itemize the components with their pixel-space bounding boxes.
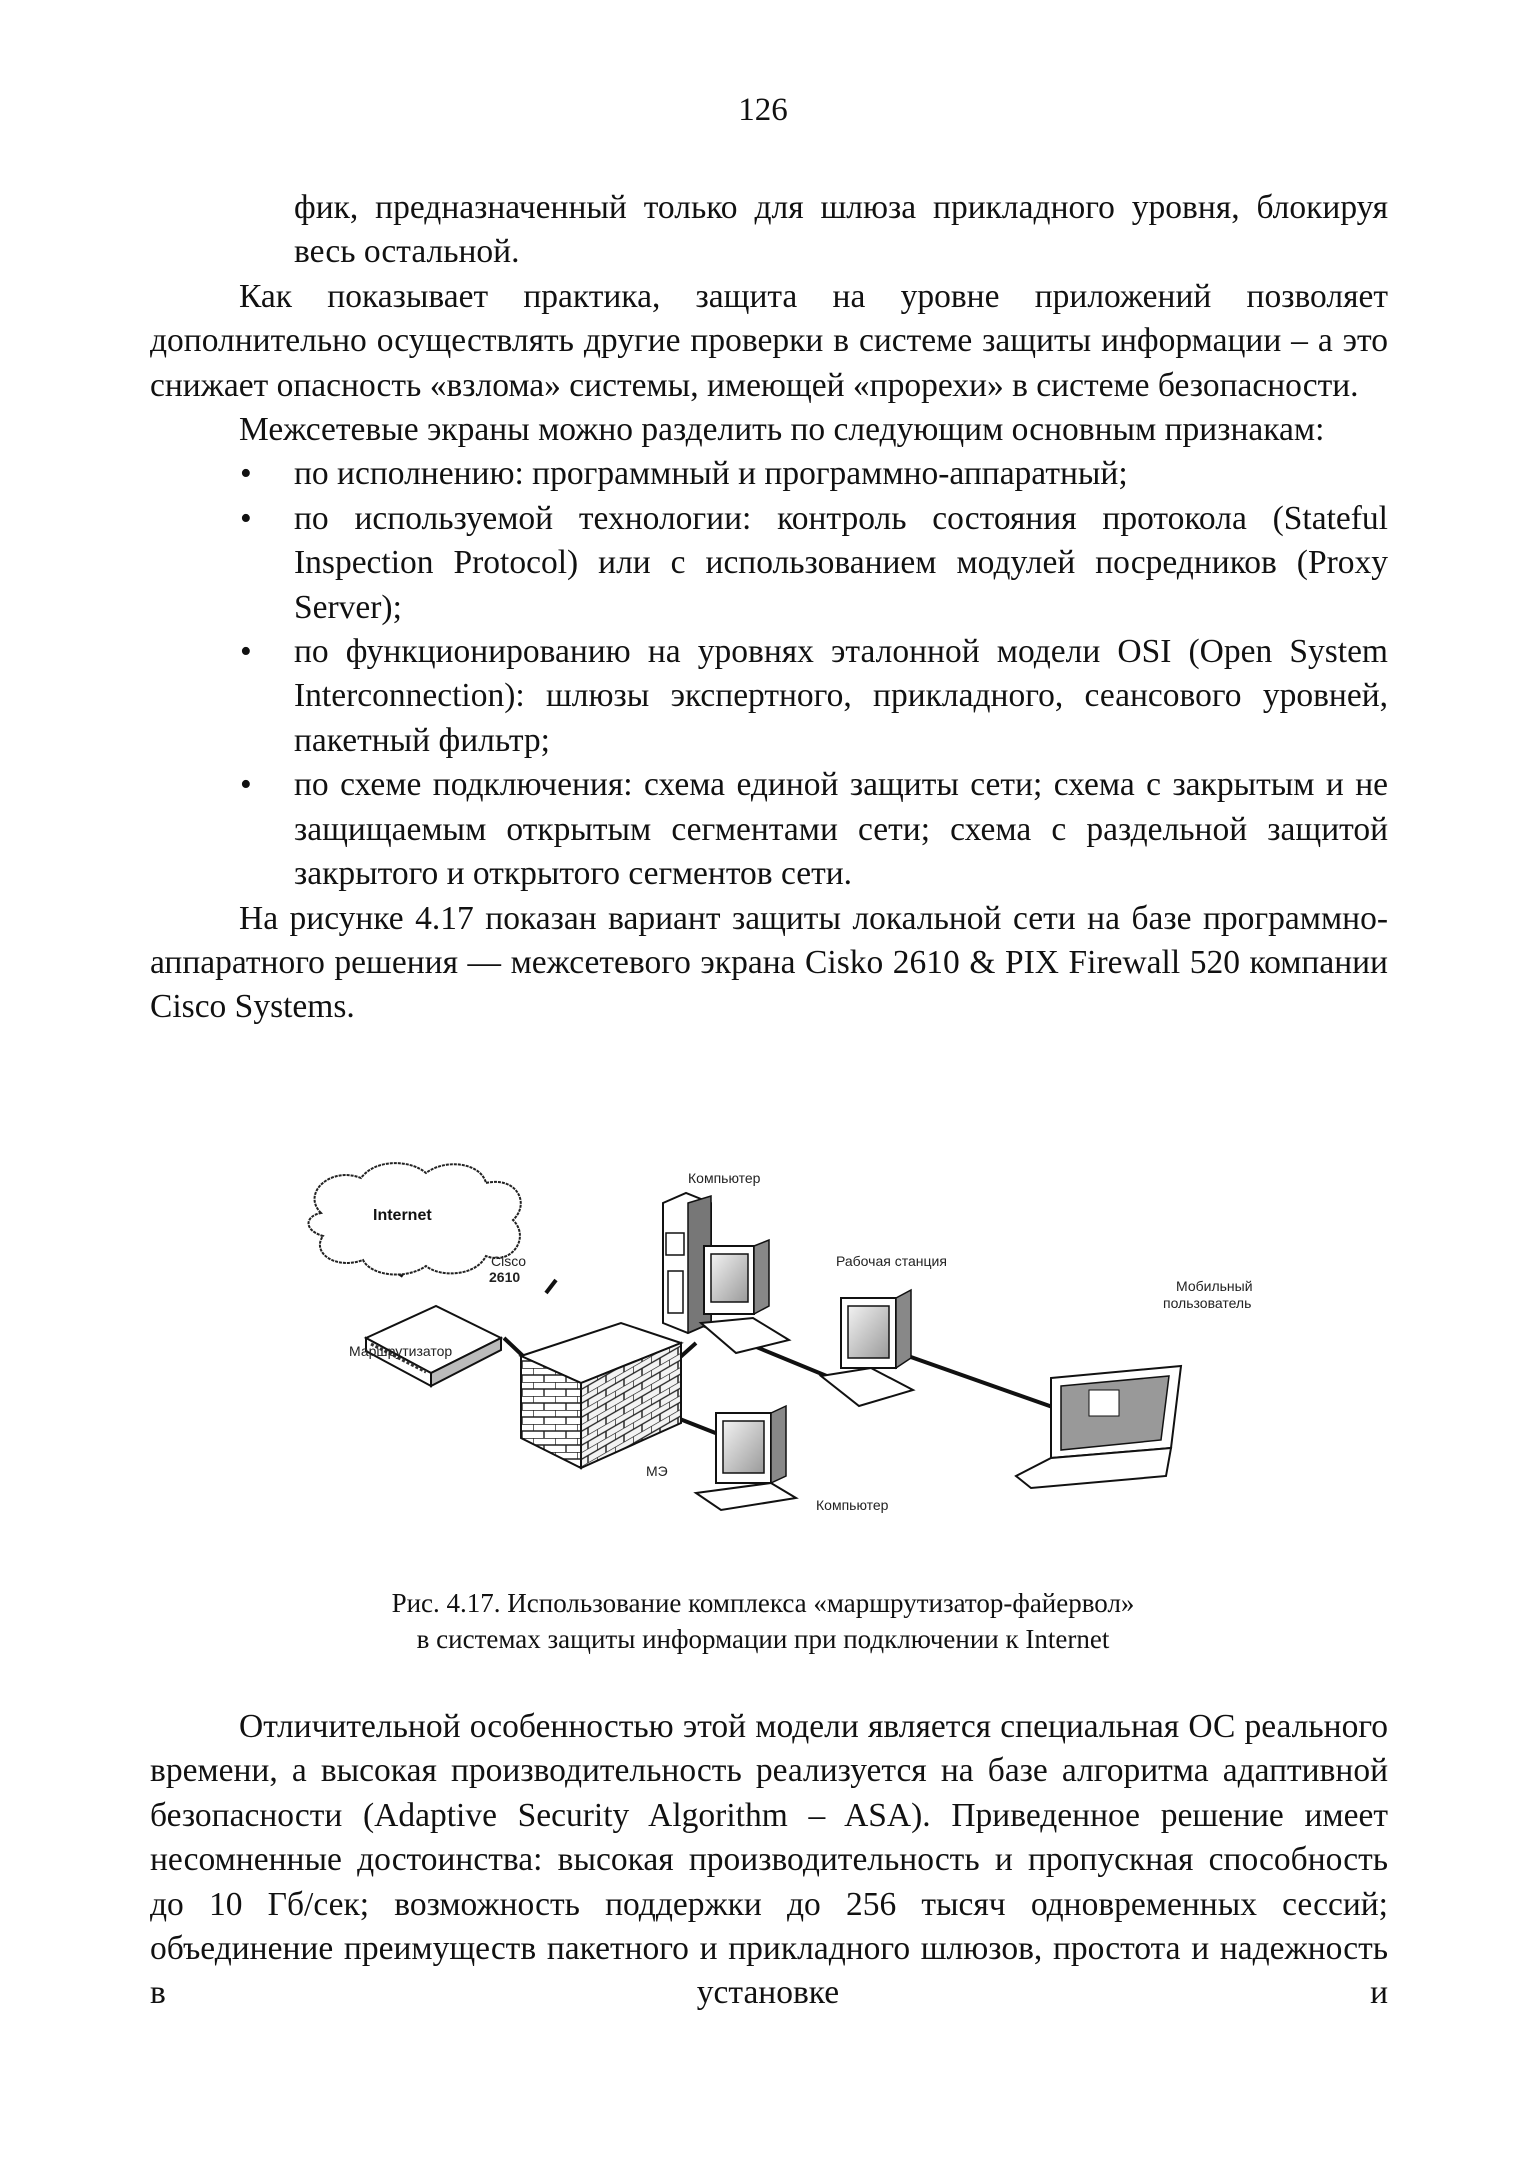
paragraph-model-features: Отличительной особенностью этой модели является специальная ОС реального времени, а высокая производительность реализуется на базе алгоритма адаптивной безопасности (Adaptive Security Algorithm – ASA). Приведенное решение имеет несомненные достоинства: высокая производительность и пропускная способность до 10 Гб/сек; возможность поддержки до 256 тысяч одновременных сессий; объединение преимуществ пакетного и прикладного шлюзов, простота и надежность в установке и <box>150 1708 1388 2012</box>
caption-line-1: Рис. 4.17. Использование комплекса «маршрутизатор-файервол» <box>391 1588 1135 1618</box>
computer-top-label: Компьютер <box>688 1170 761 1186</box>
network-diagram <box>291 1158 1255 1538</box>
list-item: • по функционированию на уровнях эталонной модели OSI (Open System Interconnection): шлюзы экспертного, прикладного, сеансового уровней, пакетный фильтр; <box>150 630 1388 763</box>
bullet-icon: • <box>240 499 252 537</box>
list-item: • по схеме подключения: схема единой защиты сети; схема с закрытым и не защищаемым открытым сегментами сети; схема с раздельной защитой закрытого и открытого сегментов сети. <box>150 763 1388 896</box>
caption-line-2: в системах защиты информации при подключении к Internet <box>416 1624 1110 1654</box>
figure-caption <box>0 1585 1526 1657</box>
bullet-icon: • <box>240 455 252 493</box>
top-text-block <box>150 186 1388 1030</box>
computer-bottom-label: Компьютер <box>816 1497 889 1513</box>
server-computer-icon <box>663 1170 789 1353</box>
cisco-model-label: 2610 <box>489 1269 521 1285</box>
continuation-text: фик, предназначенный только для шлюза прикладного уровня, блокируя весь остальной. <box>294 189 1388 271</box>
classification-list <box>150 452 1388 896</box>
laptop-icon <box>1016 1278 1253 1488</box>
paragraph-classification: Межсетевые экраны можно разделить по следующим основным признакам: <box>239 411 1325 449</box>
bottom-text-block <box>150 1705 1388 2016</box>
bullet-icon: • <box>240 766 252 804</box>
internet-cloud-icon <box>309 1163 521 1274</box>
workstation-label: Рабочая станция <box>836 1253 947 1269</box>
bullet-icon: • <box>240 633 252 671</box>
mobile-label-2: пользователь <box>1163 1295 1252 1311</box>
router-icon <box>349 1253 526 1386</box>
page-number: 126 <box>738 92 788 128</box>
list-item: • по используемой технологии: контроль состояния протокола (Stateful Inspection Protocol) или с использованием модулей посредников (Proxy Server); <box>150 497 1388 630</box>
router-label: Маршрутизатор <box>349 1343 453 1359</box>
list-item: • по исполнению: программный и программно-аппаратный; <box>150 452 1388 496</box>
computer-bottom-icon <box>696 1406 889 1513</box>
paragraph-practice: Как показывает практика, защита на уровне приложений позволяет дополнительно осуществлять другие проверки в системе защиты информации – а это снижает опасность «взлома» системы, имеющей «прорехи» в системе безопасности. <box>150 277 1388 404</box>
mobile-label-1: Мобильный <box>1176 1278 1253 1294</box>
internet-label: Internet <box>373 1207 432 1224</box>
workstation-icon <box>821 1253 947 1406</box>
firewall-abbr-label: МЭ <box>646 1463 668 1479</box>
paragraph-figure-ref: На рисунке 4.17 показан вариант защиты локальной сети на базе программно-аппаратного решения — межсетевого экрана Cisko 2610 & PIX Firewall 520 компании Cisco Systems. <box>150 899 1388 1026</box>
cisco-label: Cisco <box>491 1253 527 1269</box>
